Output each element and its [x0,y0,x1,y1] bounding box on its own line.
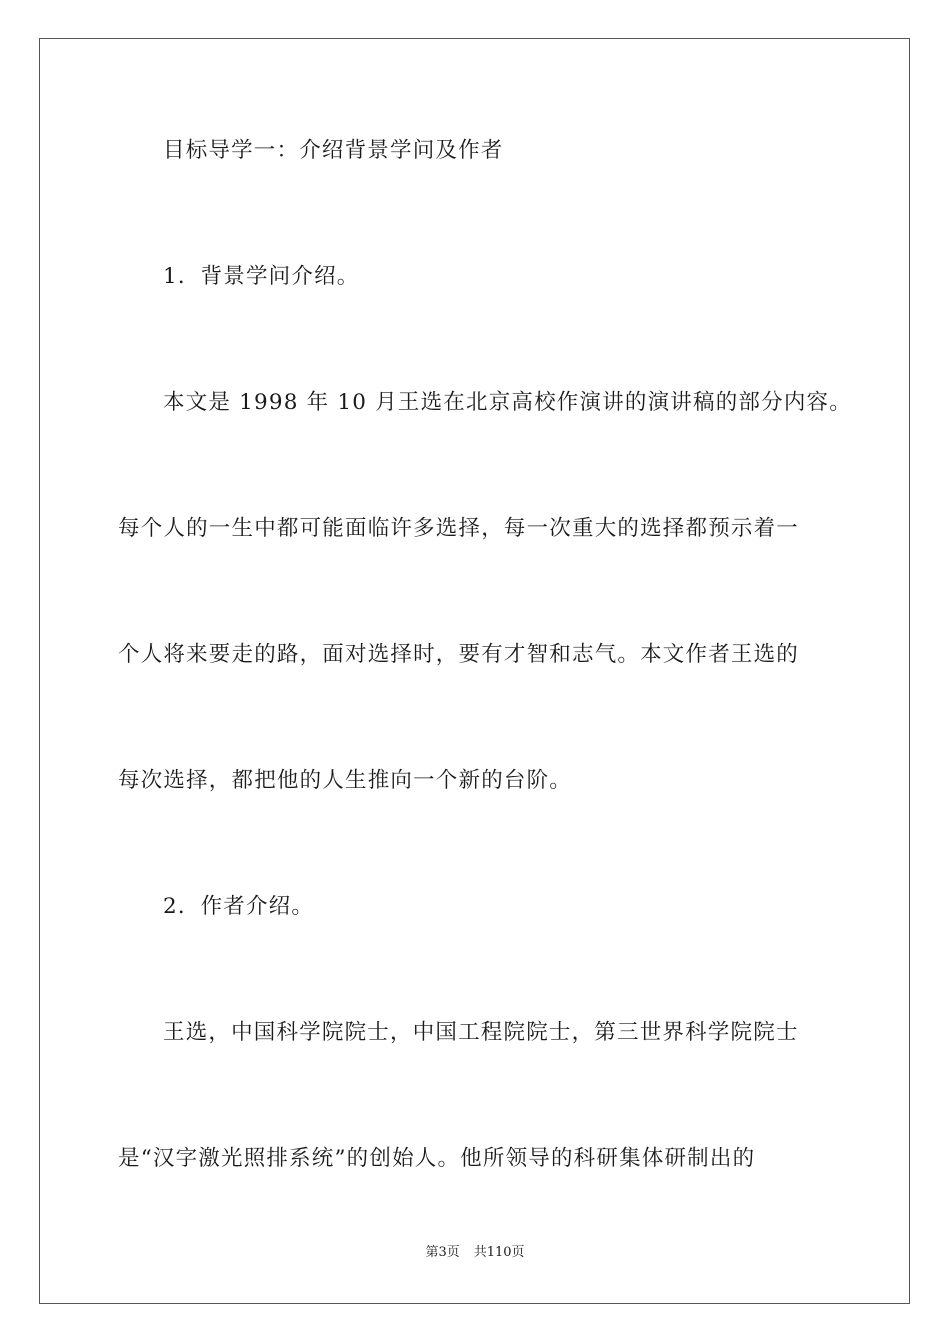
section-heading-background: 1．背景学问介绍。 [163,264,360,289]
page-frame [39,38,910,1304]
section-heading-author: 2．作者介绍。 [163,894,315,919]
paragraph-line: 每次选择，都把他的人生推向一个新的台阶。 [118,768,573,793]
paragraph-line: 本文是 1998 年 10 月王选在北京高校作演讲的演讲稿的部分内容。 [163,390,852,415]
paragraph-line: 王选，中国科学院院士，中国工程院院士，第三世界科学院院士 [163,1020,799,1045]
paragraph-line: 是“汉字激光照排系统”的创始人。他所领导的科研集体研制出的 [118,1146,756,1171]
page-number: 第3页 [425,1245,460,1260]
total-pages: 共110页 [473,1245,525,1260]
page-footer [0,1244,950,1262]
paragraph-line: 每个人的一生中都可能面临许多选择，每一次重大的选择都预示着一 [118,516,800,541]
heading-objective-one: 目标导学一：介绍背景学问及作者 [163,138,504,163]
paragraph-line: 个人将来要走的路，面对选择时，要有才智和志气。本文作者王选的 [118,642,800,667]
